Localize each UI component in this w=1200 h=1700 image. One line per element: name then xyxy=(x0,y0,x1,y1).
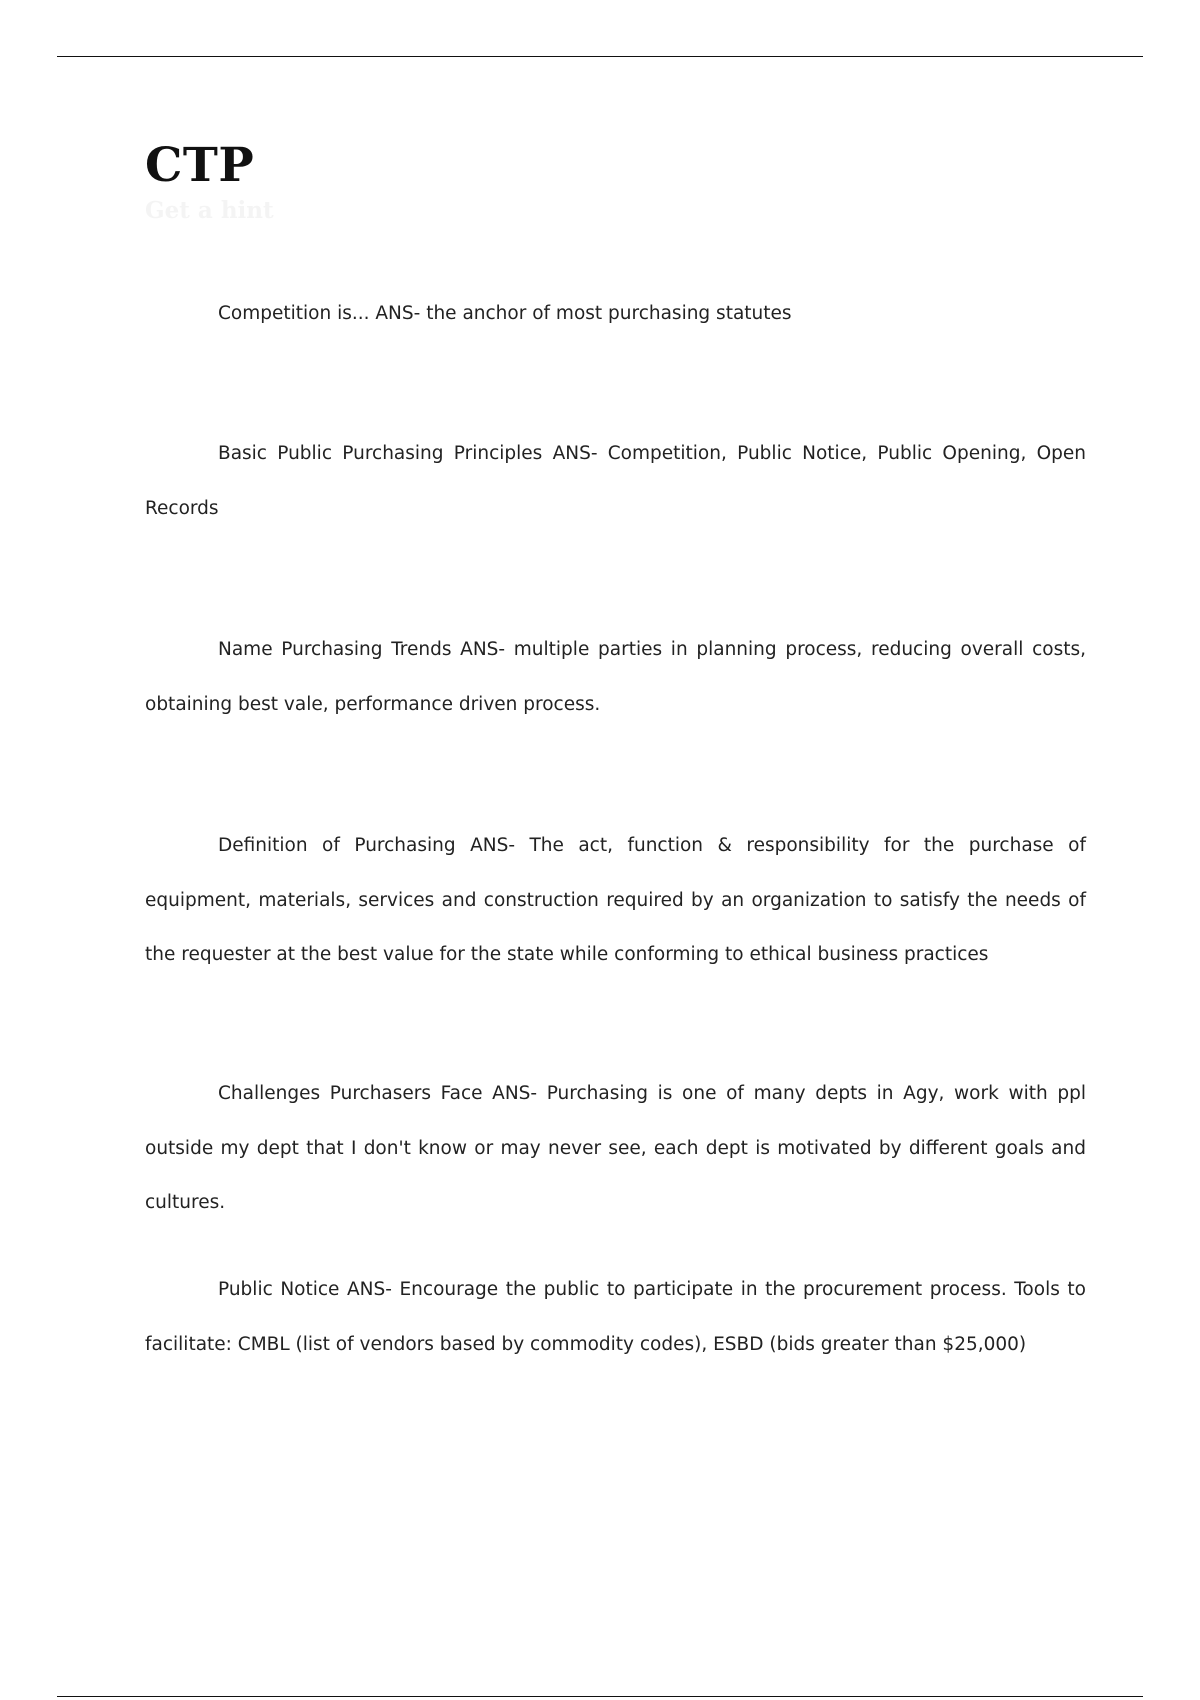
entry-term: Public Notice xyxy=(218,1279,340,1300)
document-subtitle: Get a hint xyxy=(145,197,274,224)
entry-answer: ANS- The act, function & responsibility for the purchase of equipment, materials, services and construction required by an organization to satisfy the needs of the requester at the best value for the state while conforming to ethical business practices xyxy=(145,835,1086,965)
entry-term: Challenges Purchasers Face xyxy=(218,1083,483,1104)
qa-entry xyxy=(145,819,1086,983)
entry-answer: ANS- multiple parties in planning process, reducing overall costs, obtaining best vale, performance driven process. xyxy=(145,639,1086,715)
qa-entry xyxy=(145,1263,1086,1372)
entry-term: Competition is... xyxy=(218,303,370,324)
entry-answer: ANS- Purchasing is one of many depts in Agy, work with ppl outside my dept that I don't know or may never see, each dept is motivated by different goals and cultures. xyxy=(145,1083,1086,1213)
qa-entry xyxy=(145,287,1086,342)
entry-answer: ANS- Competition, Public Notice, Public Opening, Open Records xyxy=(145,443,1087,519)
qa-entry xyxy=(145,623,1086,732)
entry-answer: ANS- the anchor of most purchasing statutes xyxy=(375,303,792,324)
entry-term: Name Purchasing Trends xyxy=(218,639,452,660)
qa-entry xyxy=(145,427,1086,536)
footer-rule xyxy=(57,1696,1143,1697)
document-title: CTP xyxy=(145,138,255,193)
entry-term: Definition of Purchasing xyxy=(218,835,456,856)
header-rule xyxy=(57,56,1143,57)
entry-term: Basic Public Purchasing Principles xyxy=(218,443,543,464)
qa-entry xyxy=(145,1067,1086,1231)
entry-answer: ANS- Encourage the public to participate in the procurement process. Tools to facilitate: CMBL (list of vendors based by commodity codes), ESBD (bids greater than $25,000) xyxy=(145,1279,1086,1355)
